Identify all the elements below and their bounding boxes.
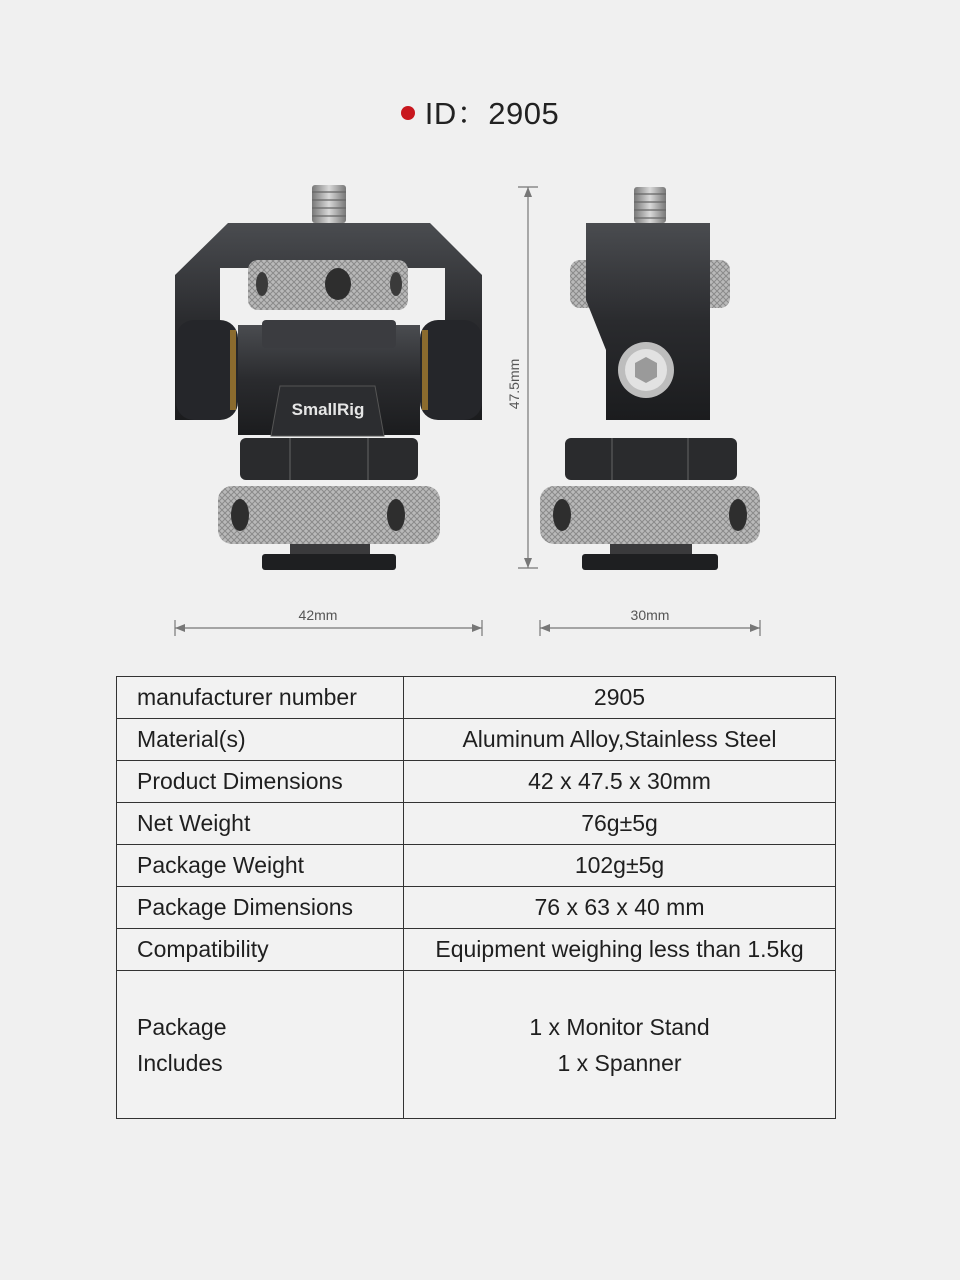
spec-value: Aluminum Alloy,Stainless Steel [404, 719, 836, 761]
spec-label: Compatibility [117, 929, 404, 971]
package-includes-label [117, 971, 404, 1119]
spec-value: 76 x 63 x 40 mm [404, 887, 836, 929]
spec-row [117, 677, 836, 719]
red-dot-icon [401, 106, 415, 120]
spec-row [117, 719, 836, 761]
width-dimension-side [540, 607, 760, 636]
spec-label: Product Dimensions [117, 761, 404, 803]
spec-row [117, 845, 836, 887]
width-dimension-front [175, 607, 482, 636]
spec-label: Net Weight [117, 803, 404, 845]
spec-table [116, 676, 836, 1119]
dim-width-front-label: 42mm [298, 607, 338, 623]
spec-row [117, 803, 836, 845]
package-item: 1 x Spanner [557, 1049, 682, 1076]
page-title [0, 88, 960, 133]
spec-value: 2905 [404, 677, 836, 719]
height-dimension [506, 187, 538, 568]
front-view [175, 185, 482, 570]
side-view [540, 187, 760, 570]
spec-label: Package Weight [117, 845, 404, 887]
spec-row [117, 929, 836, 971]
spec-label: Material(s) [117, 719, 404, 761]
smallrig-logo: SmallRig [291, 400, 365, 419]
package-items [404, 971, 836, 1119]
spec-value: 76g±5g [404, 803, 836, 845]
product-figure [0, 150, 960, 650]
dim-width-side-label: 30mm [630, 607, 670, 623]
spec-label: manufacturer number [117, 677, 404, 719]
package-label-line: Package [137, 1013, 227, 1040]
spec-label: Package Dimensions [117, 887, 404, 929]
spec-row-package [117, 971, 836, 1119]
spec-value: 102g±5g [404, 845, 836, 887]
id-label: ID：2905 [424, 96, 560, 131]
dim-height-label: 47.5mm [506, 358, 522, 410]
package-label-line: Includes [137, 1049, 223, 1076]
spec-value: Equipment weighing less than 1.5kg [404, 929, 836, 971]
package-item: 1 x Monitor Stand [529, 1013, 710, 1040]
spec-value: 42 x 47.5 x 30mm [404, 761, 836, 803]
spec-row [117, 761, 836, 803]
spec-row [117, 887, 836, 929]
